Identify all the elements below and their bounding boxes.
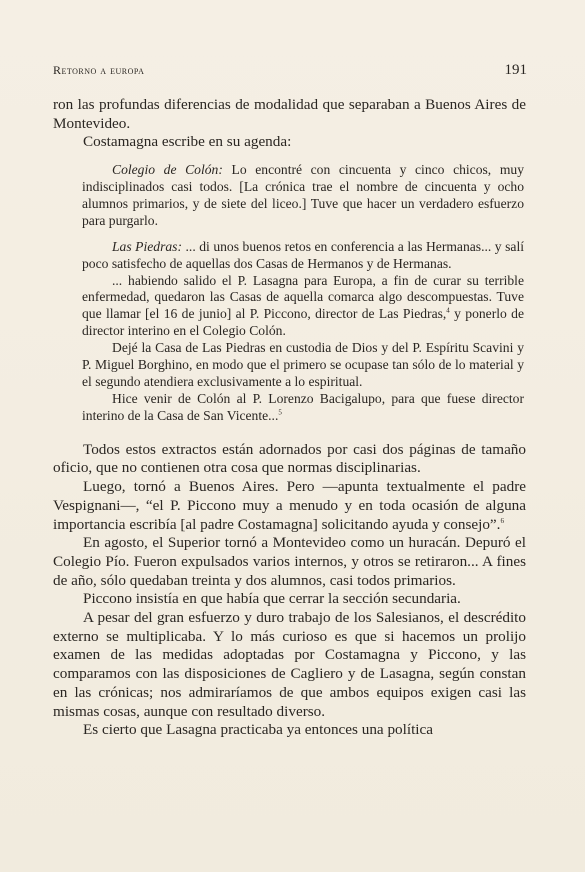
paragraph-intro-quote: Costamagna escribe en su agenda: bbox=[83, 133, 292, 151]
paragraph-continued: ron las profundas diferencias de modalidad que separaban a Buenos Aires de Montevideo. bbox=[53, 96, 526, 132]
quote-lead-colon: Colegio de Colón: bbox=[112, 162, 223, 178]
page-header bbox=[53, 62, 527, 82]
paragraph-esfuerzo: A pesar del gran esfuerzo y duro trabajo de los Salesianos, el descrédito externo se multiplicaba. Y lo más curioso es que si hacemos un prolijo examen de las medidas adoptadas por Costamagna y Piccono, y las comparamos con las disposiciones de Cagliero y de Lasagna, según constan en las crónicas; nos admiraríamos de que ambos equipos exigen casi las mismas cosas, aunque con resultado diverso. bbox=[53, 609, 526, 720]
quote-text-lasagna-b: y ponerlo de director interino en el Colegio Colón. bbox=[82, 306, 524, 339]
paragraph-piccono: Piccono insistía en que había que cerrar la sección secundaria. bbox=[83, 590, 461, 608]
quote-text-bacigalupo: Hice venir de Colón al P. Lorenzo Bacigalupo, para que fuese director interino de la Casa de San Vicente... bbox=[82, 390, 524, 423]
quote-text-colon: Lo encontré con cincuenta y cinco chicos, muy indisciplinados casi todos. [La crónica trae el nombre de cincuenta y ocho alumnos primarios, y de siete del liceo.] Tuve que hacer un verdadero esfuerzo para purgarlo. bbox=[82, 162, 524, 228]
quote-paragraph-custodia: Dejé la Casa de Las Piedras en custodia de Dios y del P. Espíritu Scavini y P. Miguel Borghino, en modo que el primero se ocupase tan sólo de lo material y el segundo atendiera exclusivamente a lo espiritual. bbox=[82, 340, 524, 389]
footnote-ref-4[interactable]: 4 bbox=[446, 306, 450, 315]
paragraph-extractos: Todos estos extractos están adornados por casi dos páginas de tamaño oficio, que no contienen otra cosa que normas disciplinarias. bbox=[53, 440, 526, 477]
quote-paragraph-lasagna bbox=[82, 273, 524, 341]
paragraph-politica: Es cierto que Lasagna practicaba ya entonces una política bbox=[83, 721, 433, 739]
quote-paragraph-piedras bbox=[82, 239, 524, 273]
block-quote bbox=[82, 162, 524, 425]
running-head: Retorno a europa bbox=[53, 63, 145, 77]
paragraph-agosto: En agosto, el Superior tornó a Montevideo como un huracán. Depuró el Colegio Pío. Fueron expulsados varios internos, y otros se retiraron... A fines de año, sólo quedaban treinta y dos alumnos, casi todos primarios. bbox=[53, 534, 526, 589]
quote-lead-piedras: Las Piedras: bbox=[112, 238, 182, 254]
footnote-ref-5[interactable]: 5 bbox=[278, 408, 282, 417]
footnote-ref-6[interactable]: 6 bbox=[500, 516, 504, 525]
quote-paragraph-bacigalupo bbox=[82, 391, 524, 425]
quote-text-lasagna-a: ... habiendo salido el P. Lasagna para Europa, a fin de curar su terrible enfermedad, quedaron las Casas de aquella comarca algo descompuestas. Tuve que llamar [el 16 de junio] al P. Piccono, director de Las Piedras, bbox=[82, 272, 524, 322]
page-number: 191 bbox=[504, 62, 527, 78]
quote-text-piedras: ... di unos buenos retos en conferencia a las Hermanas... y salí poco satisfecho de aquellas dos Casas de Hermanos y de Hermanas. bbox=[82, 238, 524, 271]
quote-paragraph-colon bbox=[82, 162, 524, 230]
body-text bbox=[53, 96, 526, 740]
paragraph-vespignani-text: Luego, tornó a Buenos Aires. Pero —apunta textualmente el padre Vespignani—, “el P. Piccono muy a menudo y en toda ocasión de alguna importancia escribía [al padre Costamagna] solicitando ayuda y consejo”. bbox=[53, 478, 526, 533]
paragraph-vespignani bbox=[53, 478, 526, 534]
